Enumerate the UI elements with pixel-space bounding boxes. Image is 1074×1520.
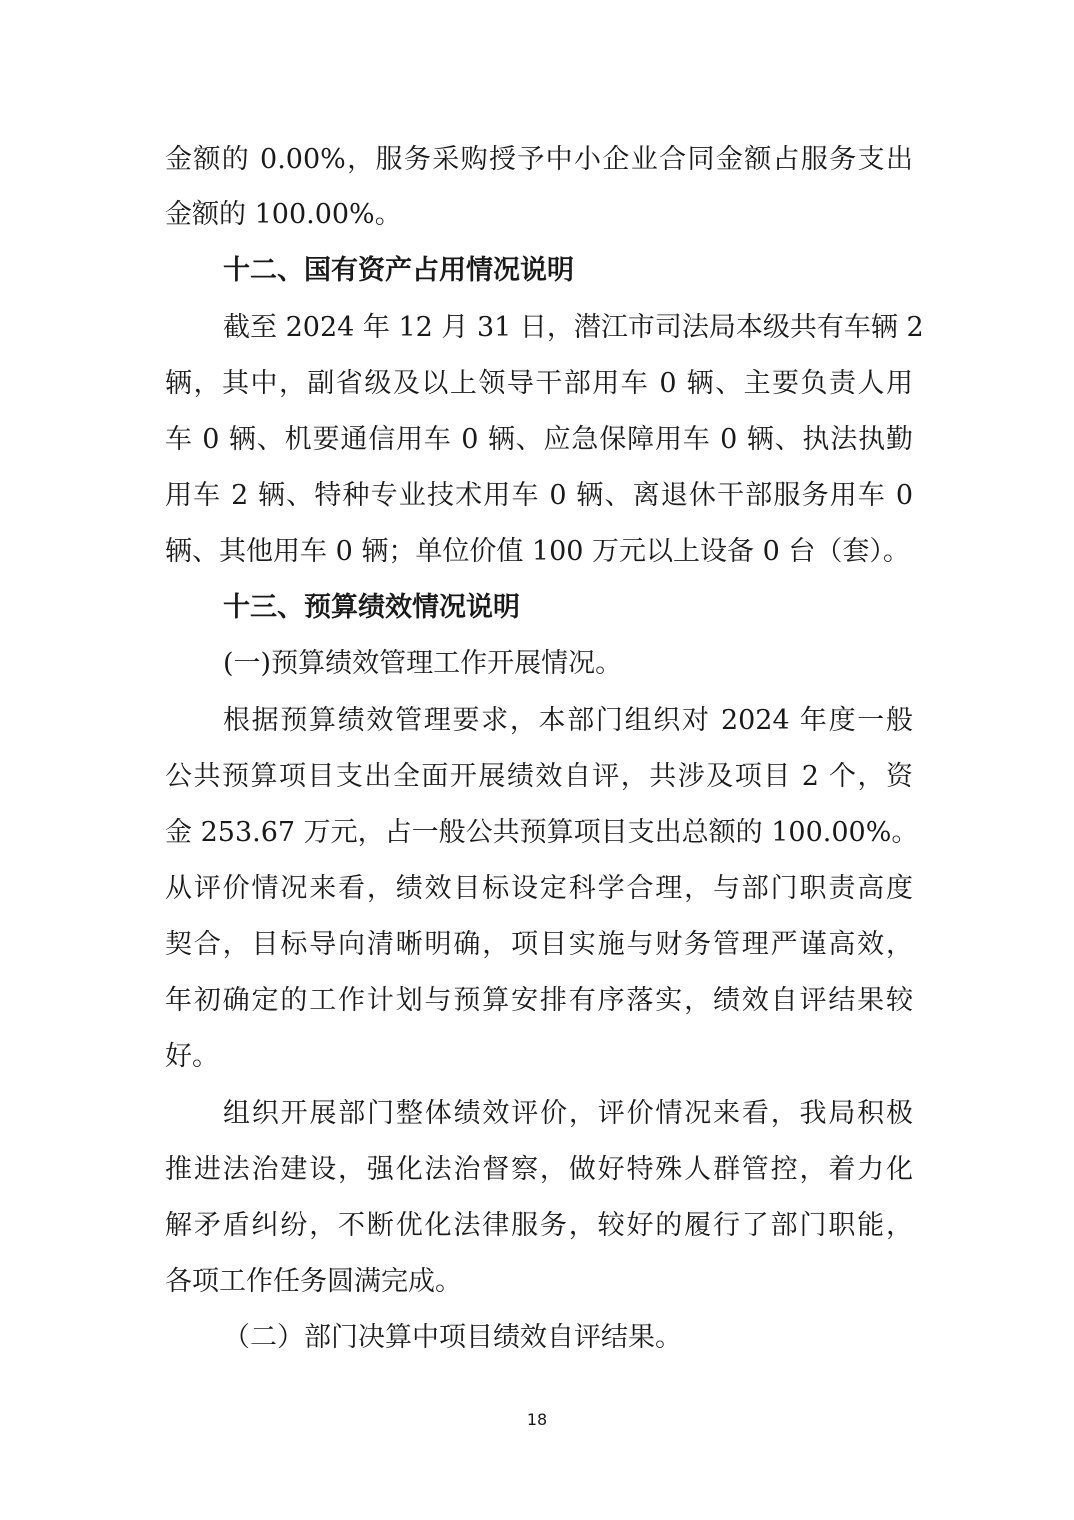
section-heading-13: 十三、预算绩效情况说明 xyxy=(223,592,520,623)
subsection-heading-2: （二）部门决算中项目绩效自评结果。 xyxy=(223,1322,682,1353)
paragraph-line: 车 0 辆、机要通信用车 0 辆、应急保障用车 0 辆、执法执勤 xyxy=(165,424,913,455)
section-heading-12: 十二、国有资产占用情况说明 xyxy=(223,255,574,286)
paragraph-line: 各项工作任务圆满完成。 xyxy=(165,1266,462,1297)
paragraph-line: 金额的 100.00%。 xyxy=(165,199,402,230)
paragraph-line: 公共预算项目支出全面开展绩效自评，共涉及项目 2 个，资 xyxy=(165,761,913,792)
paragraph-line: 截至 2024 年 12 月 31 日，潜江市司法局本级共有车辆 2 xyxy=(223,312,924,343)
page-number: 18 xyxy=(526,1410,548,1429)
paragraph-line: 用车 2 辆、特种专业技术用车 0 辆、离退休干部服务用车 0 xyxy=(165,480,913,511)
paragraph-line: 解矛盾纠纷，不断优化法律服务，较好的履行了部门职能， xyxy=(165,1210,913,1241)
paragraph-line: 金 253.67 万元，占一般公共预算项目支出总额的 100.00%。 xyxy=(165,817,919,848)
paragraph-line: 根据预算绩效管理要求，本部门组织对 2024 年度一般 xyxy=(223,705,913,736)
paragraph-line: 年初确定的工作计划与预算安排有序落实，绩效自评结果较 xyxy=(165,985,913,1016)
paragraph-line: 契合，目标导向清晰明确，项目实施与财务管理严谨高效， xyxy=(165,929,913,960)
paragraph-line: 金额的 0.00%，服务采购授予中小企业合同金额占服务支出 xyxy=(165,144,913,175)
paragraph-line: 组织开展部门整体绩效评价，评价情况来看，我局积极 xyxy=(223,1098,913,1129)
paragraph-line: 从评价情况来看，绩效目标设定科学合理，与部门职责高度 xyxy=(165,873,913,904)
paragraph-line: 辆，其中，副省级及以上领导干部用车 0 辆、主要负责人用 xyxy=(165,368,913,399)
paragraph-line: 辆、其他用车 0 辆；单位价值 100 万元以上设备 0 台（套）。 xyxy=(165,536,910,567)
paragraph-line: 好。 xyxy=(165,1041,219,1072)
subsection-heading-1: (一)预算绩效管理工作开展情况。 xyxy=(223,648,623,679)
paragraph-line: 推进法治建设，强化法治督察，做好特殊人群管控，着力化 xyxy=(165,1154,913,1185)
